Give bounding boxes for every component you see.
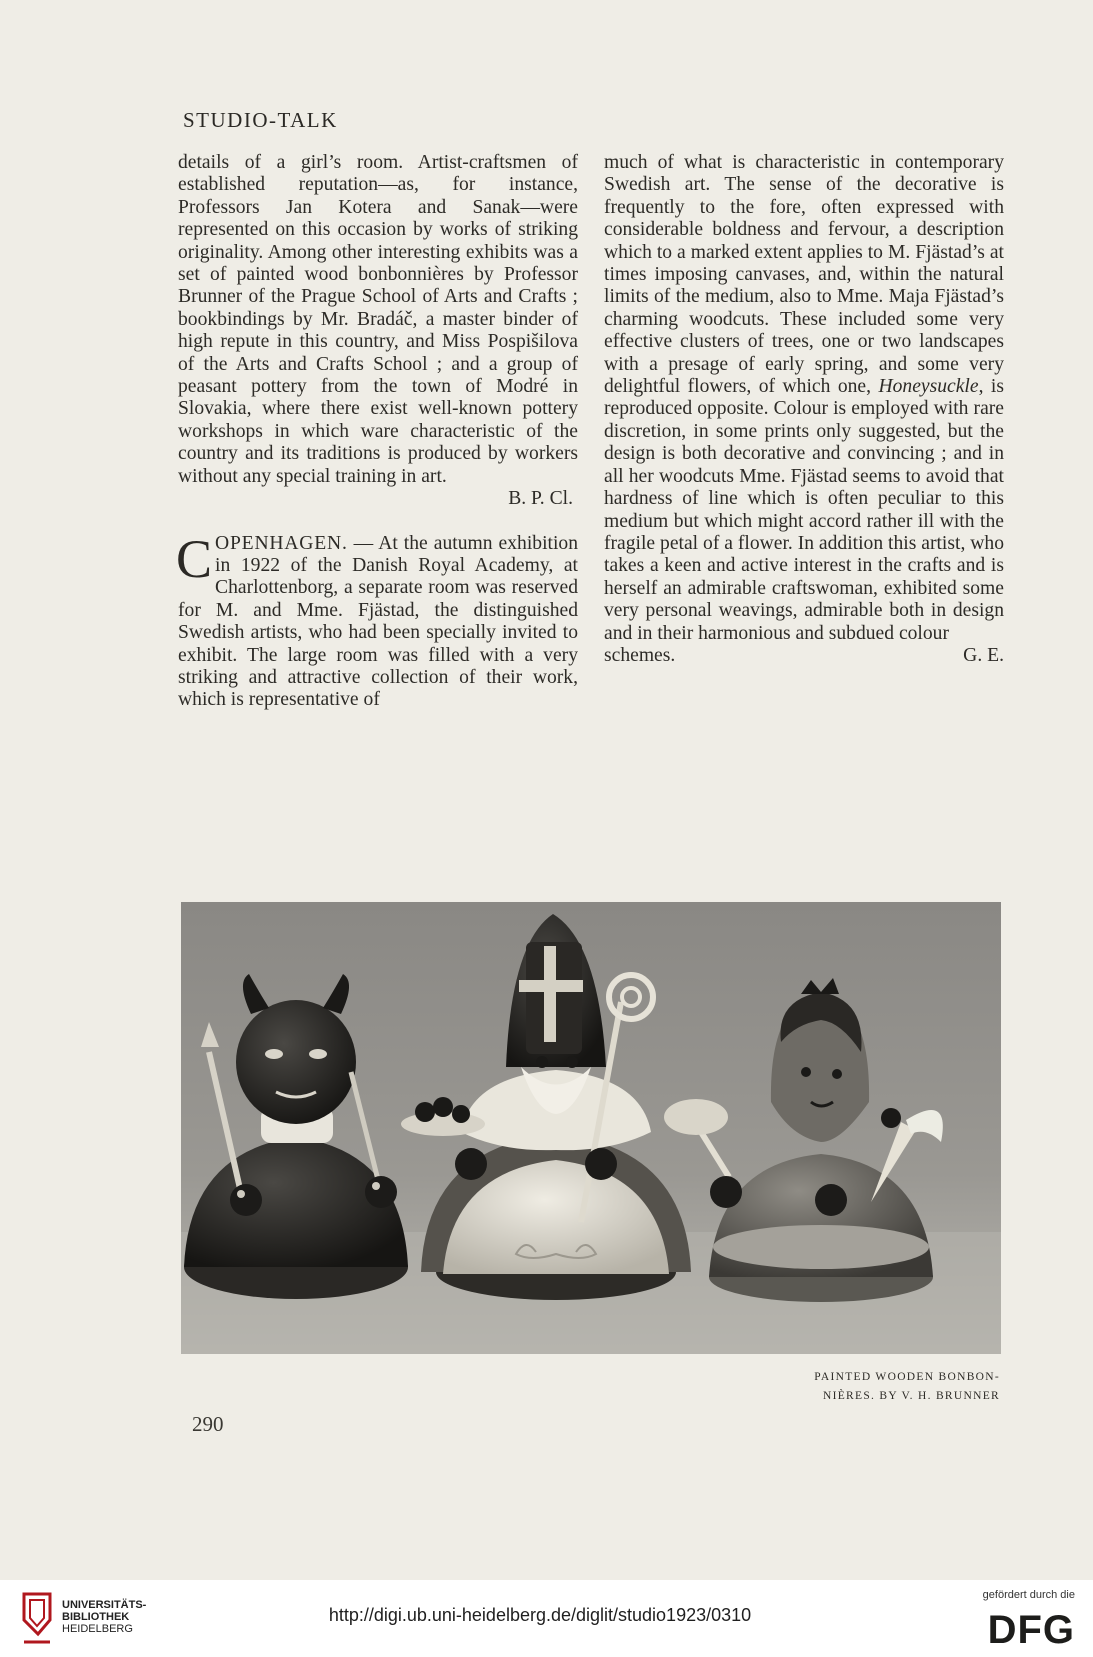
paragraph-copenhagen: [176, 528, 578, 712]
last-word: schemes.: [604, 644, 676, 666]
city-heading: OPENHAGEN.: [215, 532, 348, 554]
running-header: STUDIO-TALK: [183, 108, 338, 132]
library-line-3: HEIDELBERG: [62, 1623, 133, 1635]
fjastad-text-a: much of what is characteristic in contemporary Swedish art. The sense of the decorative is frequently to the fore, often expressed with considerable boldness and fervour, a description which to a marked extent applies to M. Fjästad’s at times imposing canvases, and, within the natural limits of the medium, also to Mme. Maja Fjästad’s charming woodcuts. These included some very effective clusters of trees, one or two landscapes with a presage of early spring, and some very delightful flowers, of which one,: [604, 152, 1004, 398]
honeysuckle-title: Honeysuckle: [878, 376, 979, 398]
paragraph-fjastad: [604, 152, 1004, 645]
library-name: [62, 1599, 146, 1635]
drop-cap: C: [176, 528, 213, 589]
bonbonniere-photograph: [181, 902, 1001, 1354]
ub-heidelberg-logo-icon: [20, 1590, 56, 1646]
source-url-link[interactable]: http://digi.ub.uni-heidelberg.de/diglit/studio1923/0310: [328, 1605, 752, 1625]
caption-line-2: NIÈRES. BY V. H. BRUNNER: [823, 1390, 1000, 1402]
copenhagen-text: — At the autumn exhibition in 1922 of the Danish Royal Academy, at Charlottenborg, a separate room was reserved for M. and Mme. Fjästad, the distinguished Swedish artists, who had been specially invited to exhibit. The large room was filled with a very striking and attractive collection of their work, which is representative of: [178, 532, 578, 711]
dfg-logo: DFG: [987, 1608, 1075, 1652]
page-number: 290: [192, 1412, 224, 1436]
photo-illustration: [181, 902, 1001, 1354]
caption-line-1: PAINTED WOODEN BONBON-: [814, 1371, 1000, 1383]
library-line-2: BIBLIOTHEK: [62, 1611, 130, 1623]
library-line-1: UNIVERSITÄTS-: [62, 1599, 147, 1611]
footer-bar: [0, 1580, 1093, 1657]
signature-bp-cl: B. P. Cl.: [508, 488, 573, 510]
left-column: [178, 152, 578, 712]
right-column: [604, 152, 1004, 667]
closing-line: [604, 645, 1004, 667]
signature-ge: G. E.: [963, 644, 1004, 666]
paragraph-prague: details of a girl’s room. Artist-craftsmen of established reputation—as, for instance, Professors Jan Kotera and Sanak—were represented on this occasion by works of striking originality. Among other interesting exhibits was a set of painted wood bonbonnières by Professor Brunner of the Prague School of Arts and Crafts ; bookbindings by Mr. Bradáč, a master binder of high repute in this country, and Miss Pospišilova of the Arts and Crafts School ; and a group of peasant pottery from the town of Modré in Slovakia, where there exist well-known pottery workshops in which ware characteristic of the country and its traditions is produced by workers without any special training in art.: [178, 152, 578, 487]
funded-by-text: gefördert durch die: [982, 1589, 1075, 1601]
figure-caption: [700, 1368, 1000, 1406]
fjastad-text-b: , is reproduced opposite. Colour is employed with rare discretion, in some prints only suggested, but the design is both decorative and convincing ; and in all her woodcuts Mme. Fjästad seems to avoid that hardness of line which is often peculiar to this medium but which might accord rather ill with the fragile petal of a flower. In addition this artist, who takes a keen and active interest in the crafts and is herself an admirable craftswoman, exhibited some very personal weavings, admirable both in design and in their harmonious and subdued colour: [604, 376, 1004, 644]
